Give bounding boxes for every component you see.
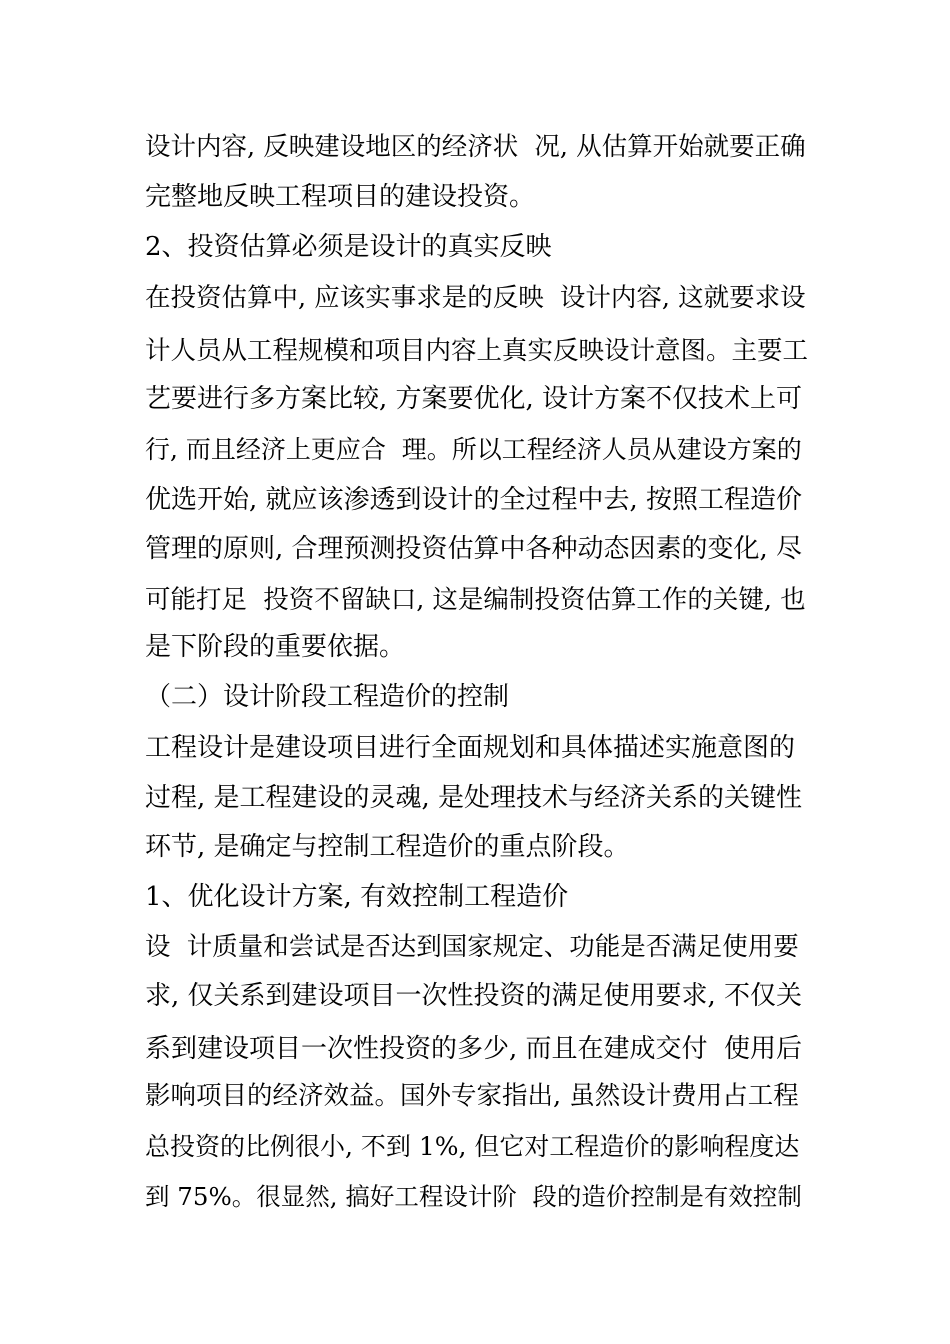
text-line: 过程, 是工程建设的灵魂, 是处理技术与经济关系的关键性 bbox=[145, 783, 803, 813]
text-line: 系到建设项目一次性投资的多少, 而且在建成交付 使用后 bbox=[145, 1034, 803, 1064]
text-line: 艺要进行多方案比较, 方案要优化, 设计方案不仅技术上可 bbox=[145, 384, 803, 414]
text-line: 总投资的比例很小, 不到 1%, 但它对工程造价的影响程度达 bbox=[145, 1132, 800, 1161]
text-line: 计人员从工程规模和项目内容上真实反映设计意图。主要工 bbox=[145, 336, 809, 366]
text-line: 工程设计是建设项目进行全面规划和具体描述实施意图的 bbox=[145, 733, 796, 763]
text-line: 设计内容, 反映建设地区的经济状 况, 从估算开始就要正确 bbox=[145, 132, 806, 162]
text-line: 完整地反映工程项目的建设投资。 bbox=[145, 182, 536, 212]
text-line: 影响项目的经济效益。国外专家指出, 虽然设计费用占工程 bbox=[145, 1081, 799, 1111]
text-line: 行, 而且经济上更应合 理。所以工程经济人员从建设方案的 bbox=[145, 435, 802, 464]
section-heading: 1、优化设计方案, 有效控制工程造价 bbox=[145, 882, 569, 912]
text-line: 到 75%。很显然, 搞好工程设计阶 段的造价控制是有效控制 bbox=[145, 1182, 802, 1211]
section-heading: 2、投资估算必须是设计的真实反映 bbox=[145, 232, 552, 262]
text-line: 优选开始, 就应该渗透到设计的全过程中去, 按照工程造价 bbox=[145, 485, 803, 515]
text-line: 求, 仅关系到建设项目一次性投资的满足使用要求, 不仅关 bbox=[145, 981, 803, 1011]
text-line: 管理的原则, 合理预测投资估算中各种动态因素的变化, 尽 bbox=[145, 534, 803, 564]
text-line: 设 计质量和尝试是否达到国家规定、功能是否满足使用要 bbox=[145, 932, 799, 962]
text-line: 是下阶段的重要依据。 bbox=[145, 632, 406, 662]
text-line: 可能打足 投资不留缺口, 这是编制投资估算工作的关键, 也 bbox=[145, 585, 806, 615]
text-line: 环节, 是确定与控制工程造价的重点阶段。 bbox=[145, 832, 630, 862]
text-line: 在投资估算中, 应该实事求是的反映 设计内容, 这就要求设 bbox=[145, 283, 806, 313]
section-heading: （二）设计阶段工程造价的控制 bbox=[145, 682, 510, 712]
